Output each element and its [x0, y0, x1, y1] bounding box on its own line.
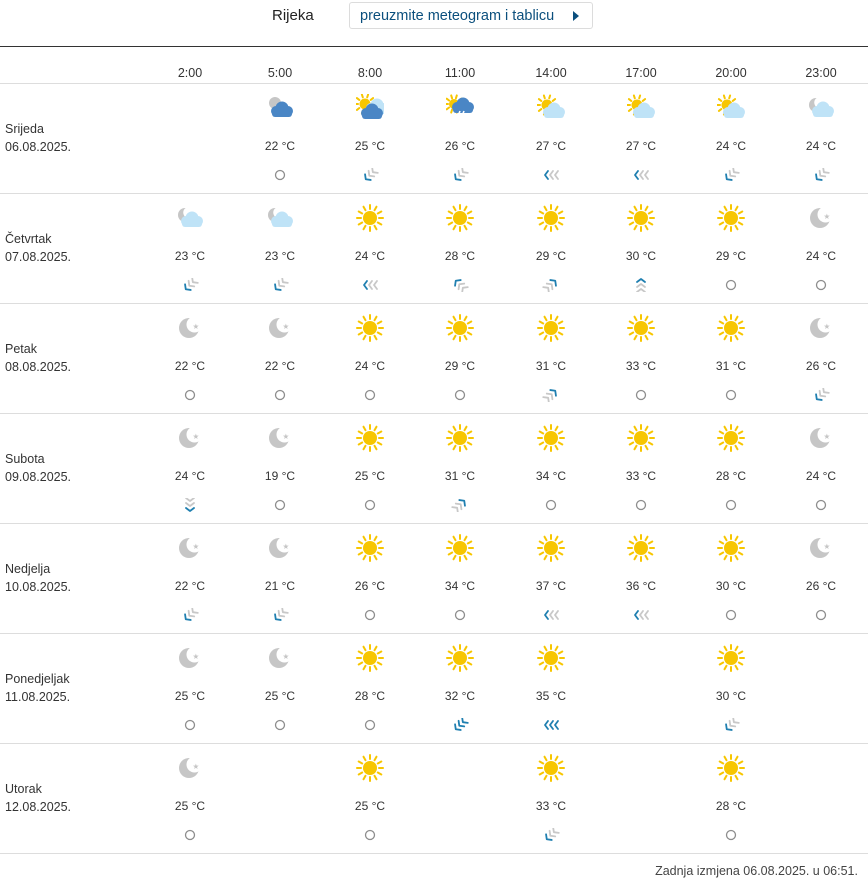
temperature: 25 °C	[354, 799, 386, 813]
temperature: 25 °C	[174, 799, 206, 813]
calm-wind-icon	[722, 498, 740, 512]
forecast-cell	[596, 413, 686, 523]
forecast-cell	[686, 413, 776, 523]
caret-right-icon	[573, 11, 579, 21]
wind-direction-icon	[181, 608, 199, 622]
day-label	[5, 780, 71, 816]
wind-direction-icon	[271, 278, 289, 292]
calm-wind-icon	[632, 388, 650, 402]
forecast-cell	[325, 303, 415, 413]
moon-icon	[266, 534, 294, 562]
forecast-cell	[596, 83, 686, 193]
download-meteogram-label: preuzmite meteogram i tablicu	[360, 7, 555, 24]
wind-direction-icon	[722, 718, 740, 732]
day-label	[5, 120, 71, 156]
moon-icon	[176, 754, 204, 782]
cloudy-night-icon	[266, 204, 294, 232]
forecast-cell	[506, 523, 596, 633]
temperature: 22 °C	[174, 359, 206, 373]
calm-wind-icon	[812, 608, 830, 622]
wind-direction-icon	[271, 608, 289, 622]
forecast-cell	[145, 303, 235, 413]
partly-sunny-icon	[627, 94, 655, 122]
day-date: 09.08.2025.	[5, 470, 72, 484]
forecast-cell	[506, 303, 596, 413]
sun-icon	[717, 204, 745, 232]
forecast-cell	[506, 743, 596, 853]
sun-icon	[446, 314, 474, 342]
sun-icon	[446, 204, 474, 232]
temperature: 24 °C	[805, 469, 837, 483]
svg-text:★: ★	[282, 322, 290, 331]
temperature: 32 °C	[444, 689, 476, 703]
forecast-cell	[325, 743, 415, 853]
wind-direction-icon	[451, 498, 469, 512]
sun-icon	[356, 644, 384, 672]
wind-direction-icon	[361, 278, 379, 292]
time-label: 23:00	[805, 66, 837, 80]
temperature: 24 °C	[174, 469, 206, 483]
forecast-cell	[776, 413, 866, 523]
calm-wind-icon	[722, 278, 740, 292]
sun-icon	[717, 754, 745, 782]
forecast-cell	[506, 633, 596, 743]
forecast-cell	[325, 413, 415, 523]
calm-wind-icon	[361, 388, 379, 402]
moon-icon	[176, 424, 204, 452]
temperature: 31 °C	[535, 359, 567, 373]
day-name: Utorak	[5, 782, 42, 796]
wind-direction-icon	[542, 608, 560, 622]
day-name: Četvrtak	[5, 232, 52, 246]
sun-icon	[537, 204, 565, 232]
forecast-cell	[145, 413, 235, 523]
temperature: 33 °C	[535, 799, 567, 813]
calm-wind-icon	[722, 828, 740, 842]
forecast-cell	[686, 193, 776, 303]
sun-icon	[446, 534, 474, 562]
temperature: 27 °C	[535, 139, 567, 153]
forecast-cell	[235, 633, 325, 743]
day-row	[0, 633, 868, 743]
temperature: 33 °C	[625, 469, 657, 483]
forecast-cell	[686, 633, 776, 743]
wind-direction-icon	[181, 498, 199, 512]
day-date: 07.08.2025.	[5, 250, 72, 264]
temperature: 34 °C	[444, 579, 476, 593]
forecast-cell	[506, 193, 596, 303]
cloudy-night-icon	[176, 204, 204, 232]
temperature: 22 °C	[264, 139, 296, 153]
sun-icon	[717, 314, 745, 342]
sun-icon	[446, 424, 474, 452]
calm-wind-icon	[812, 278, 830, 292]
temperature: 24 °C	[805, 139, 837, 153]
temperature: 26 °C	[805, 579, 837, 593]
day-name: Petak	[5, 342, 37, 356]
time-label: 14:00	[535, 66, 567, 80]
wind-direction-icon	[542, 388, 560, 402]
sun-icon	[537, 534, 565, 562]
sun-cloud-rain-icon	[446, 94, 474, 122]
temperature: 29 °C	[715, 249, 747, 263]
temperature: 25 °C	[174, 689, 206, 703]
temperature: 33 °C	[625, 359, 657, 373]
row-divider	[0, 853, 868, 854]
wind-direction-icon	[632, 168, 650, 182]
forecast-cell	[235, 303, 325, 413]
forecast-cell	[235, 413, 325, 523]
day-name: Srijeda	[5, 122, 44, 136]
forecast-cell	[145, 633, 235, 743]
forecast-cell	[235, 83, 325, 193]
calm-wind-icon	[361, 608, 379, 622]
temperature: 29 °C	[444, 359, 476, 373]
forecast-cell	[145, 523, 235, 633]
wind-direction-icon	[361, 168, 379, 182]
day-row	[0, 413, 868, 523]
wind-direction-icon	[722, 168, 740, 182]
svg-text:★: ★	[823, 432, 831, 441]
forecast-cell	[686, 303, 776, 413]
svg-text:★: ★	[282, 542, 290, 551]
temperature: 28 °C	[354, 689, 386, 703]
forecast-cell	[235, 523, 325, 633]
svg-text:★: ★	[192, 322, 200, 331]
forecast-cell	[776, 523, 866, 633]
forecast-cell	[506, 83, 596, 193]
temperature: 31 °C	[715, 359, 747, 373]
temperature: 24 °C	[805, 249, 837, 263]
temperature: 28 °C	[715, 799, 747, 813]
day-label	[5, 560, 71, 596]
forecast-cell	[415, 523, 505, 633]
day-name: Subota	[5, 452, 45, 466]
temperature: 35 °C	[535, 689, 567, 703]
temperature: 25 °C	[354, 469, 386, 483]
calm-wind-icon	[271, 498, 289, 512]
wind-direction-icon	[542, 718, 560, 732]
calm-wind-icon	[361, 498, 379, 512]
sun-icon	[537, 424, 565, 452]
sun-icon	[537, 754, 565, 782]
svg-text:★: ★	[192, 762, 200, 771]
day-label	[5, 450, 71, 486]
sun-icon	[627, 314, 655, 342]
svg-text:★: ★	[192, 652, 200, 661]
forecast-cell	[596, 523, 686, 633]
temperature: 30 °C	[625, 249, 657, 263]
temperature: 24 °C	[354, 359, 386, 373]
forecast-cell	[415, 193, 505, 303]
temperature: 30 °C	[715, 579, 747, 593]
calm-wind-icon	[722, 388, 740, 402]
temperature: 30 °C	[715, 689, 747, 703]
download-meteogram-button[interactable]	[349, 2, 593, 29]
temperature: 22 °C	[174, 579, 206, 593]
calm-wind-icon	[542, 498, 560, 512]
wind-direction-icon	[542, 278, 560, 292]
temperature: 25 °C	[354, 139, 386, 153]
day-date: 10.08.2025.	[5, 580, 72, 594]
sun-cloud-icon	[356, 94, 384, 122]
day-date: 06.08.2025.	[5, 140, 72, 154]
wind-direction-icon	[451, 278, 469, 292]
moon-icon	[176, 644, 204, 672]
day-name: Ponedjeljak	[5, 672, 70, 686]
sun-icon	[627, 424, 655, 452]
temperature: 37 °C	[535, 579, 567, 593]
temperature: 21 °C	[264, 579, 296, 593]
calm-wind-icon	[181, 388, 199, 402]
moon-icon	[807, 534, 835, 562]
forecast-cell	[686, 523, 776, 633]
temperature: 26 °C	[444, 139, 476, 153]
forecast-cell	[415, 413, 505, 523]
time-label: 11:00	[444, 66, 476, 80]
forecast-cell	[325, 633, 415, 743]
forecast-cell	[686, 83, 776, 193]
day-row	[0, 303, 868, 413]
wind-direction-icon	[542, 168, 560, 182]
forecast-cell	[415, 633, 505, 743]
temperature: 27 °C	[625, 139, 657, 153]
moon-icon	[266, 314, 294, 342]
day-date: 11.08.2025.	[5, 690, 71, 704]
sun-icon	[717, 534, 745, 562]
calm-wind-icon	[181, 828, 199, 842]
moon-icon	[266, 424, 294, 452]
forecast-cell	[415, 83, 505, 193]
forecast-cell	[776, 83, 866, 193]
temperature: 29 °C	[535, 249, 567, 263]
day-label	[5, 230, 71, 266]
temperature: 36 °C	[625, 579, 657, 593]
wind-direction-icon	[812, 168, 830, 182]
cloudy-icon	[266, 94, 294, 122]
sun-icon	[446, 644, 474, 672]
day-label	[5, 670, 70, 706]
sun-icon	[356, 314, 384, 342]
forecast-cell	[235, 193, 325, 303]
day-row	[0, 193, 868, 303]
time-label: 2:00	[177, 66, 203, 80]
sun-icon	[356, 534, 384, 562]
top-bar	[0, 0, 868, 47]
wind-direction-icon	[812, 388, 830, 402]
svg-text:★: ★	[823, 322, 831, 331]
moon-icon	[807, 424, 835, 452]
partly-sunny-icon	[717, 94, 745, 122]
partly-sunny-icon	[537, 94, 565, 122]
calm-wind-icon	[451, 388, 469, 402]
moon-icon	[807, 314, 835, 342]
temperature: 25 °C	[264, 689, 296, 703]
svg-text:★: ★	[192, 432, 200, 441]
forecast-cell	[596, 193, 686, 303]
svg-text:★: ★	[282, 652, 290, 661]
temperature: 31 °C	[444, 469, 476, 483]
wind-direction-icon	[451, 168, 469, 182]
forecast-cell	[325, 83, 415, 193]
forecast-cell	[596, 303, 686, 413]
time-label: 5:00	[267, 66, 293, 80]
wind-direction-icon	[632, 608, 650, 622]
moon-icon	[176, 314, 204, 342]
time-label: 17:00	[625, 66, 657, 80]
forecast-cell	[686, 743, 776, 853]
sun-icon	[717, 644, 745, 672]
temperature: 26 °C	[354, 579, 386, 593]
calm-wind-icon	[181, 718, 199, 732]
temperature: 26 °C	[805, 359, 837, 373]
calm-wind-icon	[632, 498, 650, 512]
sun-icon	[356, 754, 384, 782]
day-row	[0, 743, 868, 853]
day-name: Nedjelja	[5, 562, 51, 576]
cloudy-night-icon	[807, 94, 835, 122]
temperature: 24 °C	[715, 139, 747, 153]
sun-icon	[717, 424, 745, 452]
day-label	[5, 340, 71, 376]
temperature: 24 °C	[354, 249, 386, 263]
calm-wind-icon	[361, 718, 379, 732]
temperature: 28 °C	[444, 249, 476, 263]
wind-direction-icon	[542, 828, 560, 842]
temperature: 19 °C	[264, 469, 296, 483]
calm-wind-icon	[812, 498, 830, 512]
sun-icon	[627, 534, 655, 562]
temperature: 28 °C	[715, 469, 747, 483]
calm-wind-icon	[271, 718, 289, 732]
forecast-cell	[776, 193, 866, 303]
temperature: 22 °C	[264, 359, 296, 373]
svg-text:★: ★	[282, 432, 290, 441]
time-label: 8:00	[357, 66, 383, 80]
forecast-cell	[325, 523, 415, 633]
sun-icon	[537, 644, 565, 672]
moon-icon	[807, 204, 835, 232]
city-name: Rijeka	[272, 7, 314, 24]
calm-wind-icon	[271, 388, 289, 402]
wind-direction-icon	[632, 278, 650, 292]
svg-text:★: ★	[823, 542, 831, 551]
svg-text:★: ★	[823, 212, 831, 221]
day-row	[0, 523, 868, 633]
forecast-cell	[145, 743, 235, 853]
time-label: 20:00	[715, 66, 747, 80]
day-date: 12.08.2025.	[5, 800, 72, 814]
forecast-cell	[415, 303, 505, 413]
calm-wind-icon	[722, 608, 740, 622]
temperature: 23 °C	[174, 249, 206, 263]
calm-wind-icon	[271, 168, 289, 182]
calm-wind-icon	[451, 608, 469, 622]
forecast-cell	[325, 193, 415, 303]
temperature: 23 °C	[264, 249, 296, 263]
calm-wind-icon	[361, 828, 379, 842]
sun-icon	[356, 424, 384, 452]
forecast-cell	[506, 413, 596, 523]
day-row	[0, 83, 868, 193]
last-update-note: Zadnja izmjena 06.08.2025. u 06:51.	[655, 864, 858, 878]
sun-icon	[537, 314, 565, 342]
moon-icon	[266, 644, 294, 672]
sun-icon	[627, 204, 655, 232]
forecast-cell	[776, 303, 866, 413]
wind-direction-icon	[181, 278, 199, 292]
wind-direction-icon	[451, 718, 469, 732]
day-date: 08.08.2025.	[5, 360, 72, 374]
sun-icon	[356, 204, 384, 232]
forecast-cell	[145, 193, 235, 303]
temperature: 34 °C	[535, 469, 567, 483]
moon-icon	[176, 534, 204, 562]
svg-text:★: ★	[192, 542, 200, 551]
